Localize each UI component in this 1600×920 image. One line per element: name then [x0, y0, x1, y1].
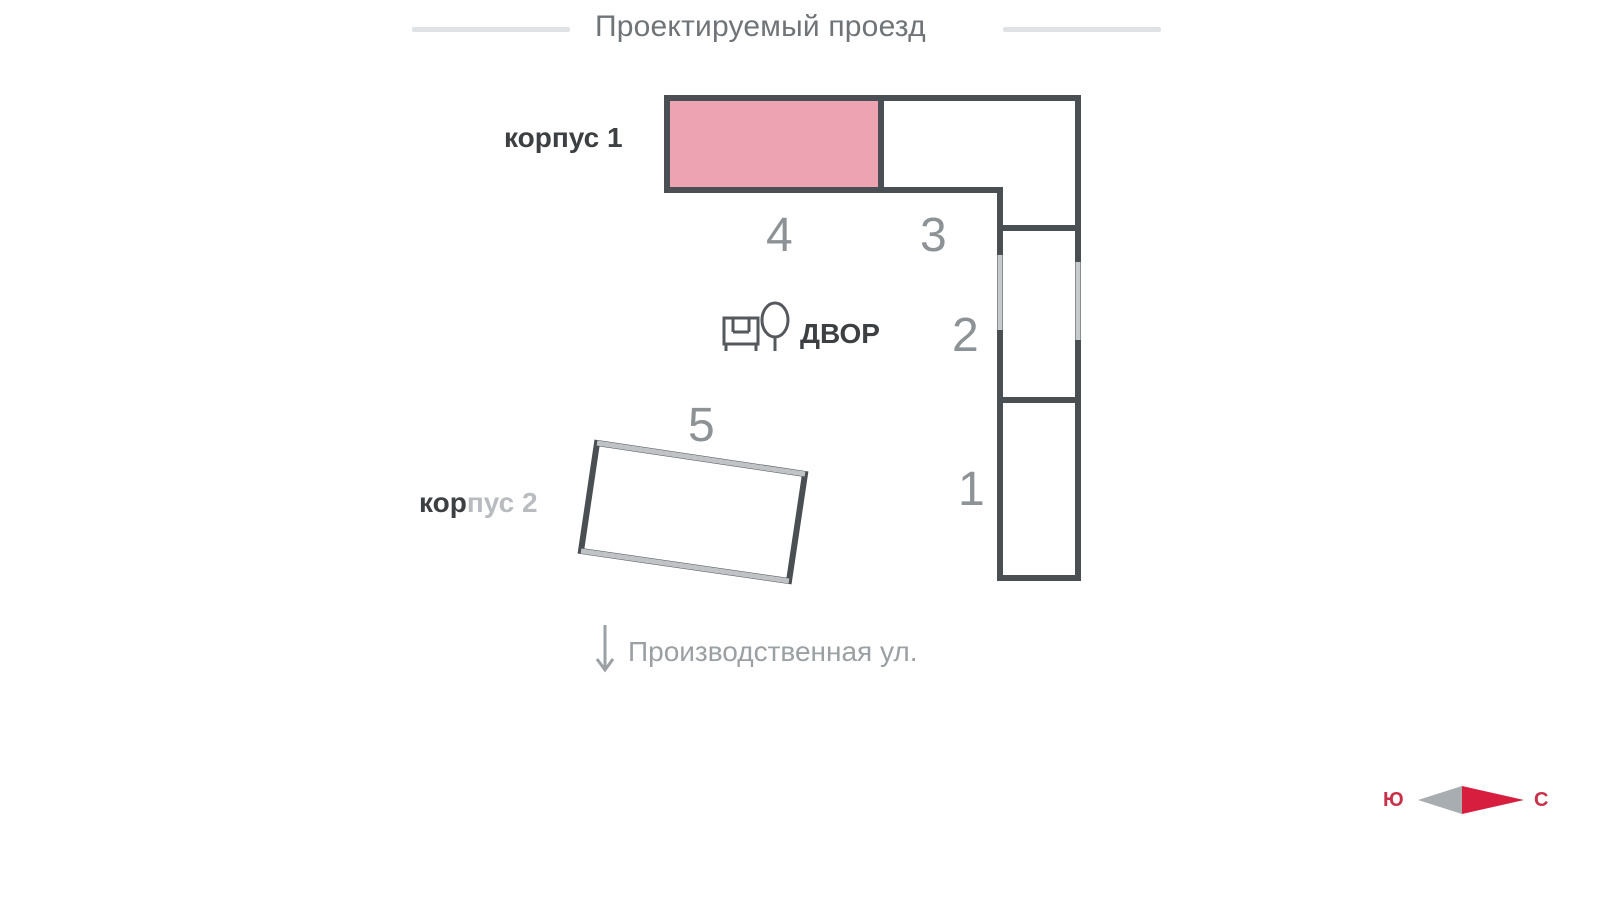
yard-label: ДВОР: [800, 318, 880, 349]
section-number-3[interactable]: 3: [920, 209, 947, 262]
compass-south-label: Ю: [1383, 789, 1404, 811]
top-street-rule-right: [1003, 27, 1161, 32]
street-arrow-icon: [597, 625, 613, 670]
top-street-rule-left: [412, 27, 570, 32]
korpus-2-prefix: кор: [419, 487, 467, 518]
top-street-label: Проектируемый проезд: [595, 10, 926, 43]
korpus-2-suffix: пус 2: [466, 487, 538, 518]
section-2-shape[interactable]: [1000, 228, 1078, 400]
compass-north-label: С: [1534, 789, 1549, 811]
section-number-1[interactable]: 1: [958, 463, 985, 516]
section-number-4[interactable]: 4: [766, 209, 793, 262]
section-3-shape[interactable]: [881, 98, 1078, 228]
section-4-highlight[interactable]: [667, 98, 881, 190]
section-1-shape[interactable]: [1000, 400, 1078, 578]
compass-icon: [1418, 786, 1524, 814]
tree-icon: [762, 303, 788, 351]
section-5-shape[interactable]: [581, 443, 805, 581]
building-label-korpus-2: [419, 487, 538, 519]
section-number-2[interactable]: 2: [952, 309, 979, 362]
section-number-5[interactable]: 5: [688, 399, 715, 452]
building-label-korpus-1: корпус 1: [504, 122, 623, 153]
bench-icon: [724, 318, 758, 351]
bottom-street-label: Производственная ул.: [628, 636, 918, 667]
